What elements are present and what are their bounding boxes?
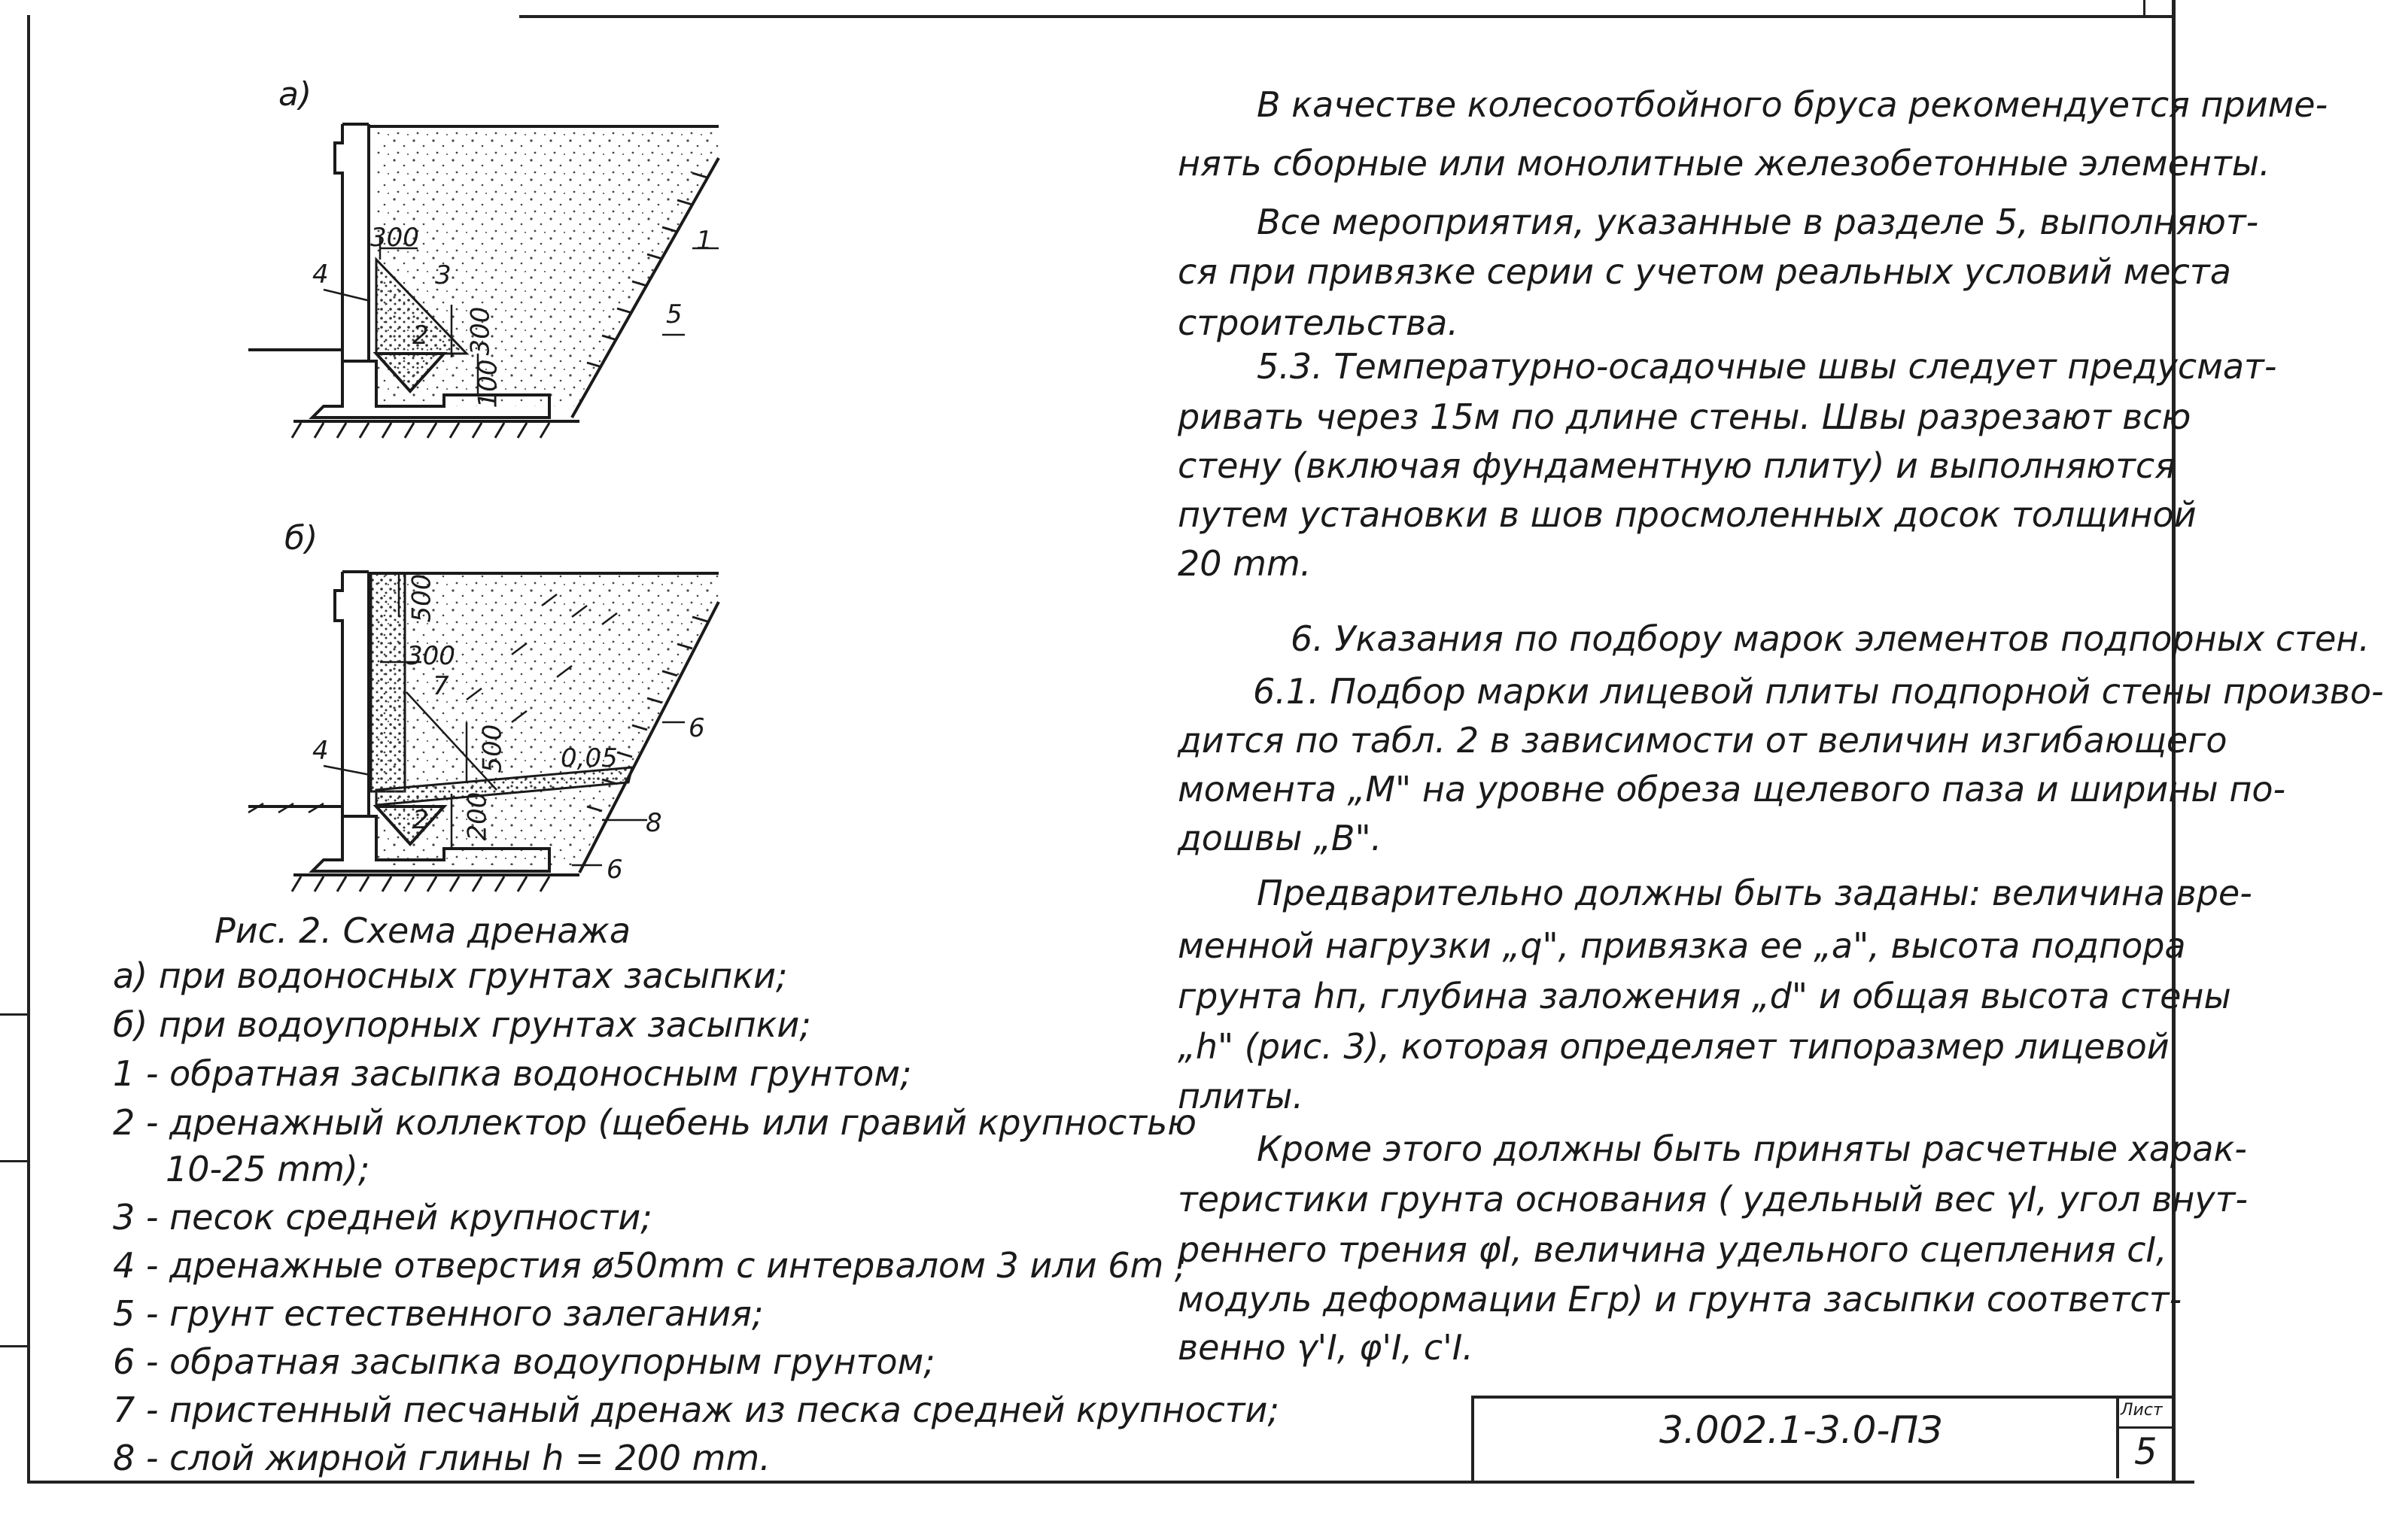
- legend-item-2: 2 - дренажный коллектор (щебень или гравий крупностью: [113, 1102, 1197, 1143]
- text-line-6: 5.3. Температурно-осадочные швы следует предусмат-: [1257, 346, 2277, 387]
- text-line-8: стену (включая фундаментную плиту) и выполняются: [1178, 445, 2176, 486]
- callout-a-5: 5: [666, 299, 683, 330]
- text-line-2: нять сборные или монолитные железобетонные элементы.: [1178, 143, 2270, 184]
- text-line-10: 20 mm.: [1178, 543, 1312, 584]
- sheet-label: Лист: [2121, 1401, 2163, 1420]
- text-line-9: путем установки в шов просмоленных досок толщиной: [1178, 494, 2197, 535]
- dim-a-100: 100: [473, 359, 503, 409]
- text-line-13: дится по табл. 2 в зависимости от величин изгибающего: [1178, 720, 2227, 761]
- text-line-3: Все мероприятия, указанные в разделе 5, выполняют-: [1257, 202, 2259, 242]
- callout-b-7: 7: [433, 671, 449, 701]
- left-margin-tick-3: [0, 1345, 29, 1347]
- callout-b-4: 4: [312, 736, 329, 766]
- legend-item-a: а) при водоносных грунтах засыпки;: [113, 955, 788, 996]
- right-border-tick: [2143, 0, 2145, 15]
- legend-item-1: 1 - обратная засыпка водоносным грунтом;: [113, 1053, 912, 1094]
- left-margin-tick-1: [0, 1013, 29, 1016]
- dim-a-300-top: 300: [370, 223, 419, 253]
- text-line-16: Предварительно должны быть заданы: величина вре-: [1257, 873, 2252, 913]
- legend-item-6: 6 - обратная засыпка водоупорным грунтом;: [113, 1341, 935, 1382]
- callout-b-2: 2: [412, 805, 429, 835]
- text-line-14: момента „M" на уровне обреза щелевого паза и ширины по-: [1178, 769, 2286, 809]
- text-line-15: дошвы „B".: [1178, 818, 1382, 858]
- drainage-diagram: [0, 0, 978, 925]
- sheet-number: 5: [2134, 1431, 2157, 1473]
- text-line-20: плиты.: [1178, 1076, 1304, 1116]
- dim-b-500-side: 500: [477, 724, 508, 773]
- legend-item-8: 8 - слой жирной глины h = 200 mm.: [113, 1438, 771, 1478]
- callout-b-6-lower: 6: [607, 855, 623, 885]
- text-line-12: 6.1. Подбор марки лицевой плиты подпорной стены произво-: [1253, 671, 2384, 712]
- text-line-1: В качестве колесоотбойного бруса рекомендуется приме-: [1257, 84, 2328, 125]
- document-code: 3.002.1-3.0-ПЗ: [1659, 1408, 1943, 1452]
- text-line-5: строительства.: [1178, 302, 1458, 343]
- legend-item-3: 3 - песок средней крупности;: [113, 1197, 652, 1238]
- legend-item-5: 5 - грунт естественного залегания;: [113, 1293, 764, 1334]
- text-line-25: венно γ'I, φ'I, c'I.: [1178, 1327, 1473, 1368]
- text-line-4: ся при привязке серии с учетом реальных условий места: [1178, 251, 2231, 292]
- sheet-divider: [2116, 1426, 2172, 1429]
- legend-item-4: 4 - дренажные отверстия ø50mm с интервалом 3 или 6m ;: [113, 1245, 1187, 1286]
- dim-b-slope: 0,05: [561, 743, 618, 773]
- text-line-23: реннего трения φI, величина удельного сцепления cI,: [1178, 1229, 2167, 1270]
- text-line-18: грунта hп, глубина заложения „d" и общая высота стены: [1178, 976, 2231, 1016]
- text-line-17: менной нагрузки „q", привязка ее „a", высота подпора: [1178, 925, 2186, 966]
- text-line-7: ривать через 15м по длине стены. Швы разрезают всю: [1178, 396, 2191, 437]
- left-margin-tick-2: [0, 1160, 29, 1162]
- text-line-24: модуль деформации Eгр) и грунта засыпки соответст-: [1178, 1279, 2182, 1320]
- callout-b-8: 8: [646, 808, 662, 838]
- callout-a-1: 1: [696, 226, 713, 256]
- panel-b-label: б): [284, 519, 318, 557]
- dim-a-300-side: 300: [465, 306, 496, 356]
- legend-item-2-cont: 10-25 mm);: [166, 1149, 370, 1189]
- dim-b-200: 200: [462, 791, 493, 841]
- legend-item-7: 7 - пристенный песчаный дренаж из песка средней крупности;: [113, 1390, 1279, 1430]
- section-6-heading: 6. Указания по подбору марок элементов подпорных стен.: [1291, 618, 2370, 659]
- callout-a-4: 4: [312, 260, 329, 290]
- text-line-21: Кроме этого должны быть приняты расчетные харак-: [1257, 1128, 2247, 1169]
- figure-caption: Рис. 2. Схема дренажа: [214, 910, 631, 951]
- dim-b-500-top: 500: [406, 573, 437, 623]
- callout-a-2: 2: [412, 320, 429, 351]
- legend-item-b: б) при водоупорных грунтах засыпки;: [113, 1004, 811, 1045]
- callout-a-3: 3: [435, 260, 452, 290]
- dim-b-300: 300: [406, 641, 455, 671]
- text-line-19: „h" (рис. 3), которая определяет типоразмер лицевой: [1178, 1026, 2170, 1067]
- text-line-22: теристики грунта основания ( удельный вес γI, угол внут-: [1178, 1179, 2249, 1220]
- panel-a-label: а): [278, 75, 312, 114]
- callout-b-6-upper: 6: [689, 713, 705, 743]
